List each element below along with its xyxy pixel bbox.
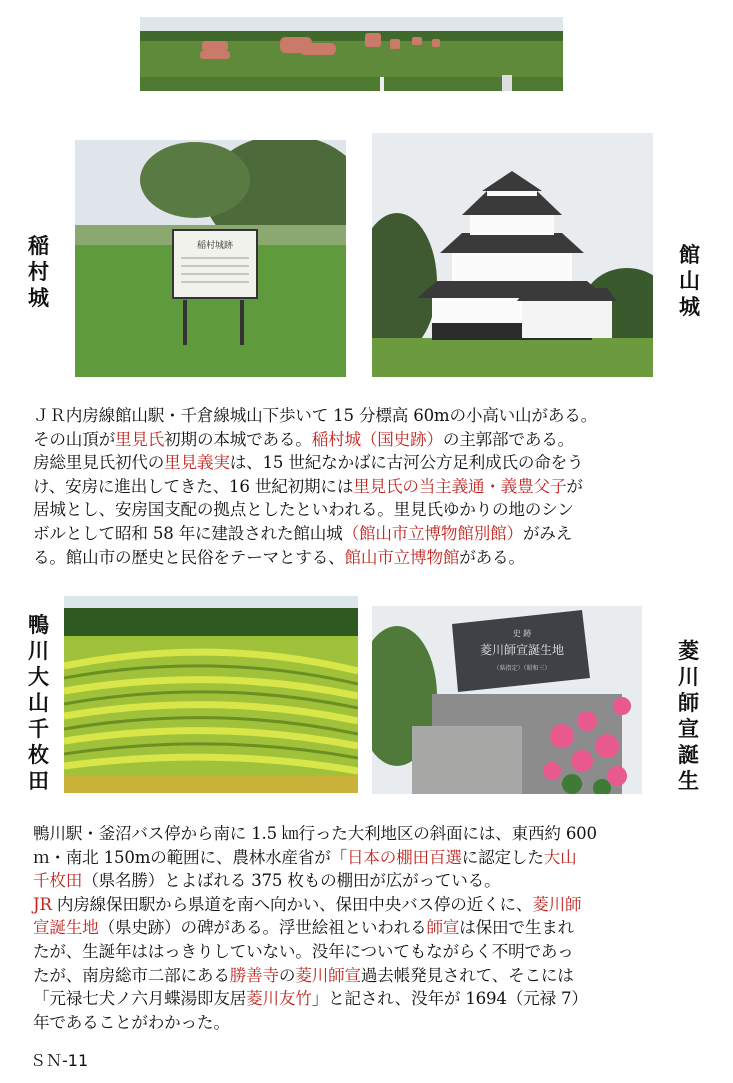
page-footer: ＳＮ-11	[30, 1051, 89, 1070]
caption-char: 師	[678, 691, 699, 715]
caption-char: 田	[28, 769, 49, 793]
monument-line3: （県指定）（昭和三）	[493, 665, 551, 672]
caption-char: 誕	[678, 743, 699, 767]
banner-photo	[140, 17, 563, 91]
highlight-text: 稲村城（国史跡）	[311, 429, 443, 449]
highlight-text: 日本の棚田百選	[346, 847, 462, 867]
highlight-text: 勝善寺	[229, 965, 279, 985]
caption-hishikawa	[678, 638, 699, 794]
body-text: に認定した	[461, 847, 544, 867]
caption-tateyama	[679, 242, 700, 320]
body-text: の主郭部である。	[442, 429, 575, 449]
caption-char: 山	[679, 269, 700, 293]
caption-char: 館	[679, 243, 700, 267]
caption-tateyama-text	[679, 242, 700, 320]
body-text: ボルとして昭和 58 年に建設された館山城	[33, 523, 343, 543]
oyama-senmaida-photo	[64, 596, 358, 793]
body-text: 「元禄七犬ノ六月蝶湯即友居	[33, 989, 247, 1009]
highlight-text: 大山	[543, 847, 577, 867]
paragraph-line	[33, 987, 703, 1011]
body-text: け、安房に進出してきた、16 世紀初期には	[33, 476, 354, 496]
body-text: 居城とし、安房国支配の拠点としたといわれる。里見氏ゆかりの地のシン	[33, 500, 574, 520]
body-text: 房総里見氏初代の	[33, 453, 165, 473]
paragraph-line	[33, 546, 703, 570]
body-text: 内房線保田駅から県道を南へ向かい、保田中央バス停の近くに、	[51, 894, 533, 914]
body-text: （県名勝）とよばれる 375 枚もの棚田が広がっている。	[82, 871, 501, 891]
caption-inamura	[28, 233, 49, 311]
caption-hishikawa-text	[678, 638, 699, 794]
caption-char: 生	[678, 769, 699, 793]
body-text: が	[566, 476, 583, 496]
caption-char: 村	[28, 260, 49, 284]
caption-char: 千	[28, 717, 49, 741]
caption-char: 大	[28, 665, 49, 689]
highlight-text: 宣誕生地	[33, 918, 99, 938]
paragraph-line	[33, 498, 703, 522]
paragraph-line	[33, 451, 703, 475]
hishikawa-monument-photo	[372, 606, 642, 794]
body-text: その山頂が	[33, 429, 115, 449]
body-text: 年であることがわかった。	[33, 1012, 230, 1032]
highlight-text: （館山市立博物館別館）	[342, 523, 523, 543]
body-text: たが、南房総市二部にある	[33, 965, 230, 985]
caption-char: 宣	[678, 717, 699, 741]
paragraph-line	[33, 846, 703, 870]
body-text: る。館山市の歴史と民俗をテーマとする、	[33, 547, 345, 567]
body-text: 初期の本城である。	[164, 429, 312, 449]
body-text: がある。	[459, 547, 525, 567]
paragraph-oyama-hishikawa	[33, 822, 703, 1034]
body-text: （県史跡）の碑がある。浮世絵祖といわれる	[98, 918, 427, 938]
paragraph-line	[33, 940, 703, 964]
caption-char: 城	[679, 295, 700, 319]
paragraph-line	[33, 428, 703, 452]
body-text: がみえ	[522, 523, 573, 543]
paragraph-line	[33, 1011, 703, 1035]
caption-char: 城	[28, 286, 49, 310]
paragraph-line	[33, 404, 703, 428]
caption-char: 川	[678, 665, 699, 689]
body-text: は保田で生まれ	[459, 918, 575, 938]
caption-char: 菱	[678, 639, 699, 663]
body-text: 過去帳発見されて、そこには	[360, 965, 574, 985]
highlight-text: 館山市立博物館	[344, 547, 460, 567]
caption-char: 山	[28, 691, 49, 715]
highlight-text: 里見氏	[114, 429, 165, 449]
caption-char: 稲	[28, 234, 49, 258]
body-text: ＪＲ内房線館山駅・千倉線城山下歩いて 15 分標高 60mの小高い山がある。	[33, 406, 597, 425]
highlight-text: 菱川友竹	[246, 989, 312, 1009]
paragraph-line	[33, 964, 703, 988]
monument-line1: 史 跡	[512, 629, 532, 638]
paragraph-inamura-tateyama	[33, 404, 703, 569]
body-text: 鴨川駅・釜沼バス停から南に 1.5 ㎞行った大利地区の斜面には、東西約 600	[33, 824, 597, 843]
paragraph-line	[33, 893, 703, 917]
caption-char: 鴨	[28, 613, 49, 637]
paragraph-line	[33, 475, 703, 499]
paragraph-line	[33, 522, 703, 546]
highlight-text: 菱川師	[532, 894, 582, 914]
caption-char: 川	[28, 639, 49, 663]
highlight-text: 里見義実	[164, 453, 230, 473]
monument-line2: 菱川師宣誕生地	[479, 643, 565, 657]
body-text: たが、生誕年ははっきりしていない。没年についてもながらく不明であっ	[33, 941, 574, 961]
paragraph-line	[33, 869, 703, 893]
paragraph-line	[33, 822, 703, 846]
highlight-text: 師宣	[426, 918, 460, 938]
body-text: 」と記され、没年が 1694（元禄 7）	[311, 989, 588, 1009]
tateyama-castle-photo	[372, 133, 653, 377]
highlight-text: 里見氏の当主義通・義豊父子	[353, 476, 567, 496]
highlight-text: JR	[33, 894, 52, 914]
body-text: の	[278, 965, 296, 985]
highlight-text: 菱川師宣	[295, 965, 361, 985]
sign-title: 稲村城跡	[196, 241, 234, 251]
caption-oyama-text	[28, 612, 49, 794]
caption-char: 枚	[28, 743, 49, 767]
caption-oyama	[28, 612, 49, 794]
paragraph-line	[33, 916, 703, 940]
highlight-text: 千枚田	[33, 871, 83, 891]
caption-inamura-text	[28, 233, 49, 311]
body-text: は、15 世紀なかばに古河公方足利成氏の命をう	[229, 453, 584, 473]
inamura-castle-photo	[75, 140, 346, 377]
body-text: ｍ・南北 150mの範囲に、農林水産省が「	[33, 847, 347, 867]
